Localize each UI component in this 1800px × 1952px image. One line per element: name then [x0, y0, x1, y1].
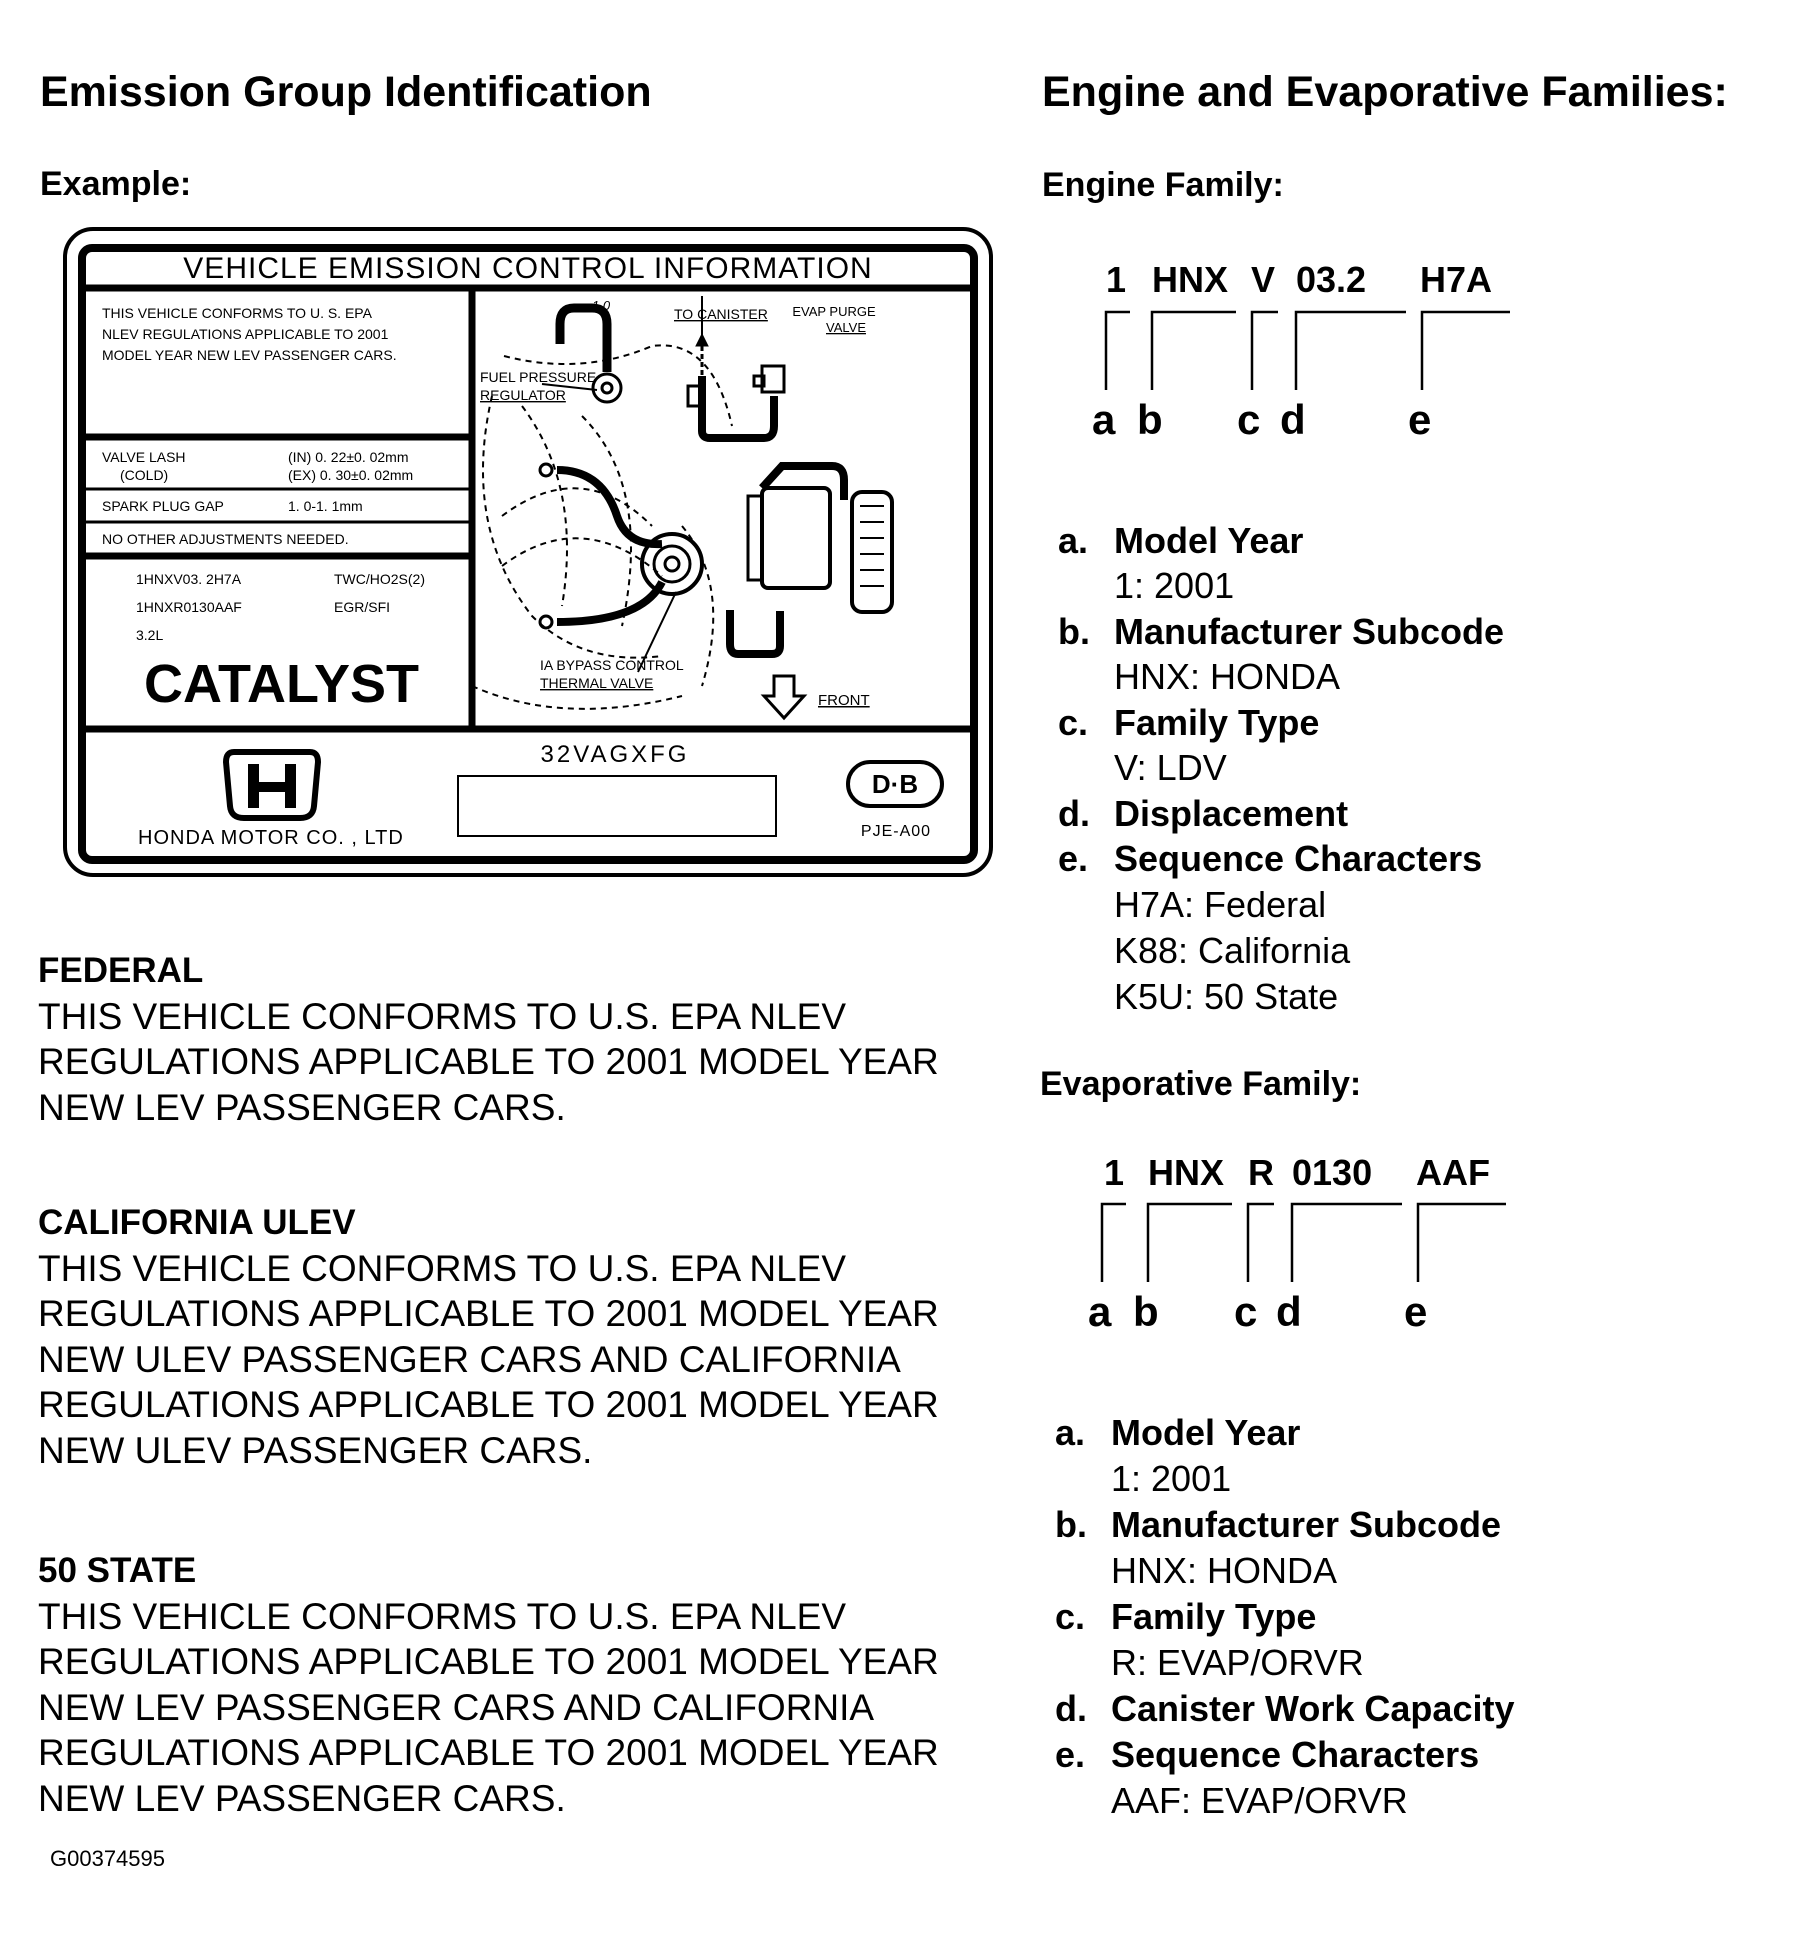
- item-value: AAF: EVAP/ORVR: [1111, 1780, 1408, 1821]
- evap-code-part: 1: [1104, 1152, 1125, 1193]
- evap-code-brackets: [1096, 1196, 1516, 1296]
- section-line: NEW ULEV PASSENGER CARS.: [38, 1429, 593, 1471]
- section-line: REGULATIONS APPLICABLE TO 2001 MODEL YEAR: [38, 1641, 939, 1682]
- evap-bracket-letter: a: [1088, 1288, 1112, 1335]
- section-federal: [38, 948, 939, 1130]
- evap-bracket-letter: c: [1234, 1288, 1258, 1335]
- evap-bracket-letter: e: [1404, 1288, 1428, 1335]
- item-letter: d.: [1058, 793, 1090, 834]
- item-letter: a.: [1055, 1412, 1086, 1453]
- engine-family-label: Engine Family:: [1042, 166, 1284, 204]
- ia-bypass-label: IA BYPASS CONTROL: [540, 657, 684, 673]
- section-line: NEW LEV PASSENGER CARS.: [38, 1777, 566, 1819]
- section-title: 50 STATE: [38, 1551, 197, 1590]
- front-label: FRONT: [818, 692, 870, 709]
- item-letter: b.: [1055, 1504, 1087, 1545]
- figure-id: G00374595: [50, 1846, 165, 1871]
- diagram-stamp: 1.0: [592, 298, 611, 313]
- item-name: Model Year: [1114, 520, 1304, 561]
- fuel-pressure-regulator-label: REGULATOR: [480, 387, 566, 403]
- catalyst-label: CATALYST: [144, 654, 420, 714]
- engine-code-part: HNX: [1152, 259, 1229, 300]
- db-badge-text: D·B: [871, 769, 919, 799]
- section-title: CALIFORNIA ULEV: [38, 1203, 356, 1242]
- label-conformity-line: THIS VEHICLE CONFORMS TO U. S. EPA: [102, 305, 372, 321]
- label-conformity-line: NLEV REGULATIONS APPLICABLE TO 2001: [102, 326, 389, 342]
- engine-bracket-letter: d: [1280, 396, 1306, 443]
- section-line: NEW ULEV PASSENGER CARS AND CALIFORNIA: [38, 1338, 901, 1380]
- section-line: THIS VEHICLE CONFORMS TO U.S. EPA NLEV: [38, 1595, 847, 1637]
- item-value: K5U: 50 State: [1114, 976, 1339, 1017]
- family-code: 1HNXV03. 2H7A: [136, 571, 242, 587]
- engine-diagram: [472, 296, 892, 718]
- valve-lash-in: (IN) 0. 22±0. 02mm: [288, 449, 409, 465]
- engine-bracket-letter: c: [1237, 396, 1261, 443]
- emission-label-illustration: [62, 226, 996, 881]
- item-value: V: LDV: [1114, 747, 1227, 788]
- section-line: REGULATIONS APPLICABLE TO 2001 MODEL YEAR: [38, 1041, 939, 1082]
- item-name: Family Type: [1114, 702, 1320, 743]
- evap-family-label: Evaporative Family:: [1040, 1065, 1362, 1103]
- evap-code-part: 0130: [1292, 1152, 1373, 1193]
- item-name: Manufacturer Subcode: [1114, 611, 1505, 652]
- section-line: NEW LEV PASSENGER CARS.: [38, 1086, 566, 1128]
- item-value: HNX: HONDA: [1114, 656, 1341, 697]
- label-code: 32VAGXFG: [540, 741, 690, 768]
- item-name: Sequence Characters: [1111, 1734, 1480, 1775]
- engine-code-part: V: [1251, 259, 1276, 300]
- engine-code-brackets: [1100, 304, 1520, 404]
- item-letter: c.: [1058, 702, 1089, 743]
- item-name: Family Type: [1111, 1596, 1317, 1637]
- system-code: TWC/HO2S(2): [334, 571, 425, 587]
- item-letter: c.: [1055, 1596, 1086, 1637]
- section-line: REGULATIONS APPLICABLE TO 2001 MODEL YEAR: [38, 1384, 939, 1425]
- evap-purge-valve-label: VALVE: [826, 320, 866, 335]
- engine-bracket-letter: b: [1137, 396, 1163, 443]
- item-letter: e.: [1058, 838, 1089, 879]
- item-name: Model Year: [1111, 1412, 1301, 1453]
- engine-evap-title: Engine and Evaporative Families:: [1042, 68, 1728, 116]
- engine-family-list: [1058, 520, 1758, 1020]
- item-value: H7A: Federal: [1114, 884, 1327, 925]
- honda-logo: [226, 752, 318, 818]
- system-code: EGR/SFI: [334, 599, 391, 615]
- no-other-adjustments: NO OTHER ADJUSTMENTS NEEDED.: [102, 531, 349, 547]
- item-name: Canister Work Capacity: [1111, 1688, 1515, 1729]
- section-line: REGULATIONS APPLICABLE TO 2001 MODEL YEAR: [38, 1732, 939, 1773]
- item-letter: d.: [1055, 1688, 1087, 1729]
- example-label: Example:: [40, 165, 192, 203]
- item-value: R: EVAP/ORVR: [1111, 1642, 1364, 1683]
- engine-bracket-letter: a: [1092, 396, 1116, 443]
- evap-family-list: [1055, 1412, 1755, 1832]
- section-line: NEW LEV PASSENGER CARS AND CALIFORNIA: [38, 1686, 875, 1728]
- evap-code-part: R: [1248, 1152, 1274, 1193]
- item-value: K88: California: [1114, 930, 1351, 971]
- fuel-pressure-regulator-label: FUEL PRESSURE: [480, 369, 597, 385]
- item-value: 1: 2001: [1111, 1458, 1232, 1499]
- label-conformity-line: MODEL YEAR NEW LEV PASSENGER CARS.: [102, 347, 397, 363]
- section-california-ulev: [38, 1200, 939, 1473]
- ia-bypass-label: THERMAL VALVE: [540, 675, 654, 691]
- item-letter: e.: [1055, 1734, 1086, 1775]
- item-letter: a.: [1058, 520, 1089, 561]
- section-line: REGULATIONS APPLICABLE TO 2001 MODEL YEAR: [38, 1293, 939, 1334]
- valve-lash-ex: (EX) 0. 30±0. 02mm: [288, 467, 414, 483]
- item-value: 1: 2001: [1114, 565, 1235, 606]
- evap-code-part: AAF: [1416, 1152, 1490, 1193]
- section-line: THIS VEHICLE CONFORMS TO U.S. EPA NLEV: [38, 1247, 847, 1289]
- label-header: VEHICLE EMISSION CONTROL INFORMATION: [183, 252, 873, 285]
- engine-code-part: 1: [1106, 259, 1127, 300]
- evap-purge-valve-label: EVAP PURGE: [792, 304, 876, 319]
- engine-code-part: H7A: [1420, 259, 1493, 300]
- evap-bracket-letter: b: [1133, 1288, 1159, 1335]
- displacement-code: 3.2L: [136, 627, 164, 643]
- section-50-state: [38, 1548, 939, 1821]
- item-value: HNX: HONDA: [1111, 1550, 1338, 1591]
- item-letter: b.: [1058, 611, 1090, 652]
- honda-motor-label: HONDA MOTOR CO. , LTD: [138, 827, 404, 849]
- spark-plug-gap-value: 1. 0-1. 1mm: [288, 498, 363, 514]
- item-name: Displacement: [1114, 793, 1349, 834]
- item-name: Manufacturer Subcode: [1111, 1504, 1502, 1545]
- section-line: THIS VEHICLE CONFORMS TO U.S. EPA NLEV: [38, 995, 847, 1037]
- engine-bracket-letter: e: [1408, 396, 1432, 443]
- section-title: FEDERAL: [38, 951, 204, 990]
- family-code: 1HNXR0130AAF: [136, 599, 242, 615]
- valve-lash-cold: (COLD): [120, 467, 169, 483]
- valve-lash-label: VALVE LASH: [102, 449, 186, 465]
- label-code-box: [458, 776, 776, 836]
- emission-group-title: Emission Group Identification: [40, 68, 652, 116]
- evap-bracket-letter: d: [1276, 1288, 1302, 1335]
- pje-code: PJE-A00: [860, 823, 932, 840]
- evap-code-part: HNX: [1148, 1152, 1225, 1193]
- engine-code-part: 03.2: [1296, 259, 1367, 300]
- item-name: Sequence Characters: [1114, 838, 1483, 879]
- spark-plug-gap-label: SPARK PLUG GAP: [102, 498, 224, 514]
- to-canister-label: TO CANISTER: [674, 306, 768, 322]
